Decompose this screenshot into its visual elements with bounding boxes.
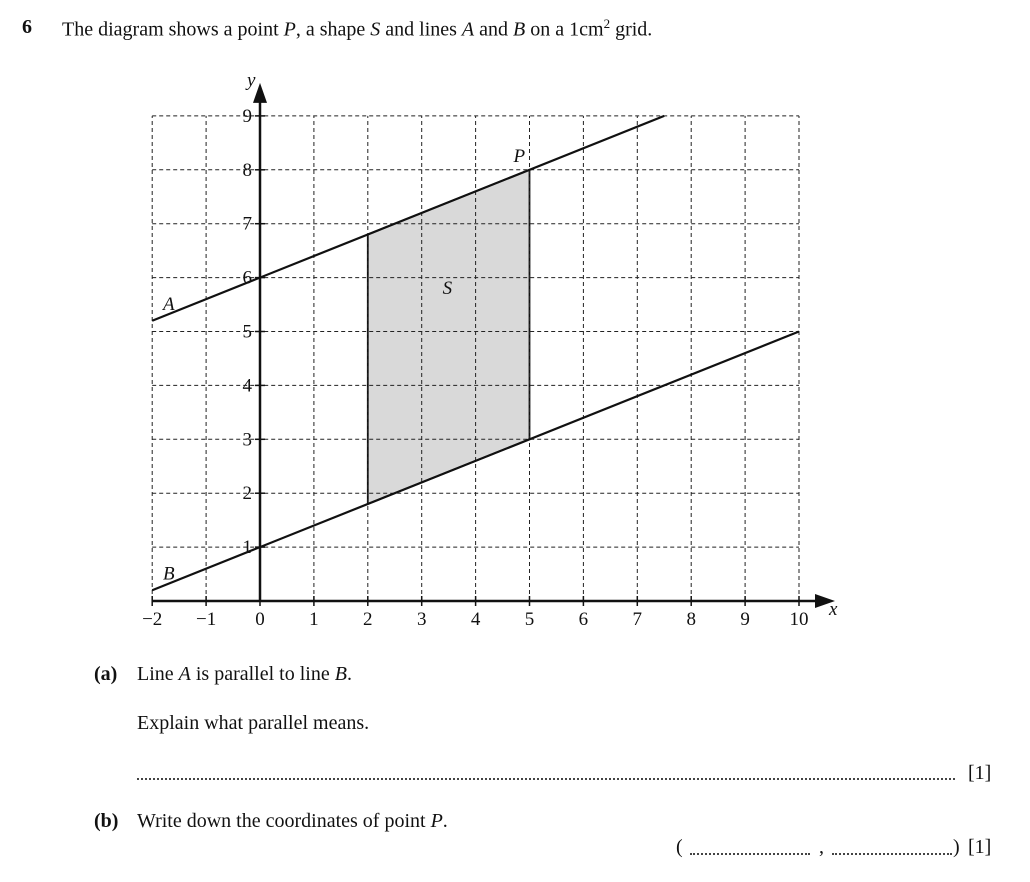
y-tick-label: 4 (242, 375, 252, 397)
y-tick-label: 1 (242, 537, 252, 559)
part-b-marks: [1] (968, 836, 992, 858)
y-axis-label: y (247, 69, 256, 91)
x-tick-label: 10 (789, 609, 809, 630)
x-tick-label: 8 (686, 609, 696, 630)
part-b-prompt: Write down the coordinates of point P. (137, 810, 448, 832)
part-a-answer-line[interactable] (137, 778, 955, 780)
x-tick-label: 1 (309, 609, 319, 630)
x-tick-label: 2 (363, 609, 373, 630)
part-b-x-answer[interactable] (690, 853, 810, 855)
x-tick-label: 6 (578, 609, 589, 630)
x-tick-label: 3 (416, 609, 427, 630)
shape-s (368, 170, 530, 504)
y-tick-label: 2 (242, 483, 252, 505)
x-tick-label: 9 (740, 609, 750, 630)
x-tick-label: 0 (255, 609, 265, 630)
part-b-close-bracket: ) (953, 836, 960, 858)
x-tick-label: −2 (142, 609, 163, 630)
x-tick-label: 7 (632, 609, 643, 630)
x-tick-label: −1 (195, 609, 217, 630)
part-b-comma: , (819, 836, 824, 858)
part-b-label: (b) (94, 810, 119, 832)
x-tick-label: 5 (524, 609, 535, 630)
question-number: 6 (22, 16, 32, 38)
part-a-marks: [1] (968, 762, 992, 784)
part-a-prompt: Explain what parallel means. (137, 712, 370, 734)
shape-s-label: S (442, 277, 453, 299)
x-axis-label: x (829, 599, 838, 620)
y-tick-label: 7 (242, 213, 252, 235)
y-tick-label: 9 (242, 105, 252, 127)
line-a-label: A (162, 293, 175, 315)
x-tick-label: 4 (470, 609, 481, 630)
part-b-y-answer[interactable] (832, 853, 952, 855)
part-a-label: (a) (94, 663, 118, 685)
line-b-label: B (162, 563, 175, 585)
part-a-statement: Line A is parallel to line B. (137, 663, 352, 685)
y-tick-label: 5 (242, 321, 252, 343)
part-b-open-bracket: ( (676, 836, 683, 858)
y-tick-label: 3 (242, 429, 252, 451)
y-tick-label: 6 (242, 267, 252, 289)
point-p-label: P (513, 145, 526, 167)
y-tick-label: 8 (242, 159, 252, 181)
question-text: The diagram shows a point P, a shape S and lines A and B on a $1cm^2$ grid. (62, 16, 653, 41)
